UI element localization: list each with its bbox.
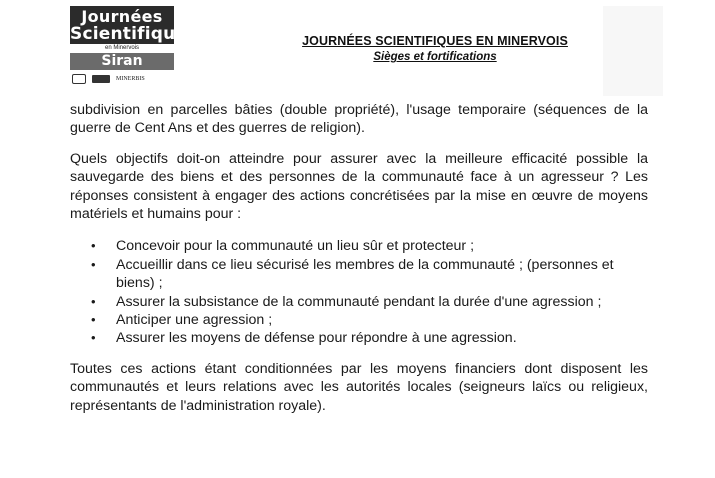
logo-title-block — [70, 6, 198, 44]
page-title: JOURNÉES SCIENTIFIQUES EN MINERVOIS — [302, 34, 568, 48]
sponsor-emblem-icon — [72, 74, 86, 84]
objectives-list — [70, 237, 648, 347]
logo-place: Siran — [70, 53, 174, 70]
logo-line1: Journées — [81, 7, 163, 26]
list-item: • Accueillir dans ce lieu sécurisé les membres de la communauté ; (personnes et biens) ; — [91, 256, 614, 292]
paragraph-1: subdivision en parcelles bâties (double propriété), l'usage temporaire (séquences de la guerre de Cent Ans et des guerres de religion). — [70, 102, 648, 137]
list-item: • Anticiper une agression ; — [91, 312, 273, 329]
bullet-icon: • — [91, 238, 96, 254]
bullet-icon: • — [91, 256, 96, 272]
logo-sponsors — [70, 74, 174, 84]
page-header — [250, 34, 620, 63]
page-subtitle: Sièges et fortifications — [373, 51, 497, 63]
list-item: • Assurer les moyens de défense pour répondre à une agression. — [91, 330, 517, 347]
list-item: • Assurer la subsistance de la communauté pendant la durée d'une agression ; — [91, 293, 602, 310]
document-body — [70, 101, 648, 415]
paragraph-2: Quels objectifs doit-on atteindre pour assurer avec la meilleure efficacité possible la sauvegarde des biens et des personnes de la communauté face à un agresseur ? Les réponses consistent à engager des actions concrétisées par la mise en œuvre de moyens matériels et humains pour : — [70, 150, 648, 223]
bullet-icon: • — [91, 330, 96, 346]
logo-subline: en Minervois — [104, 45, 139, 51]
bullet-icon: • — [91, 312, 96, 328]
journees-scientifiques-logo — [70, 6, 198, 84]
logo-line2: Scientifiques — [70, 24, 198, 44]
paragraph-3: Toutes ces actions étant conditionnées par les moyens financiers dont disposent les communautés et leurs relations avec les autorités locales (seigneurs laïcs ou religieux, représentants de l'administration royale). — [70, 360, 648, 414]
bullet-icon: • — [91, 293, 96, 309]
sponsor-book-icon — [92, 75, 110, 83]
sponsor-name: MINERBIS — [116, 76, 145, 82]
list-item: • Concevoir pour la communauté un lieu sûr et protecteur ; — [91, 238, 475, 255]
